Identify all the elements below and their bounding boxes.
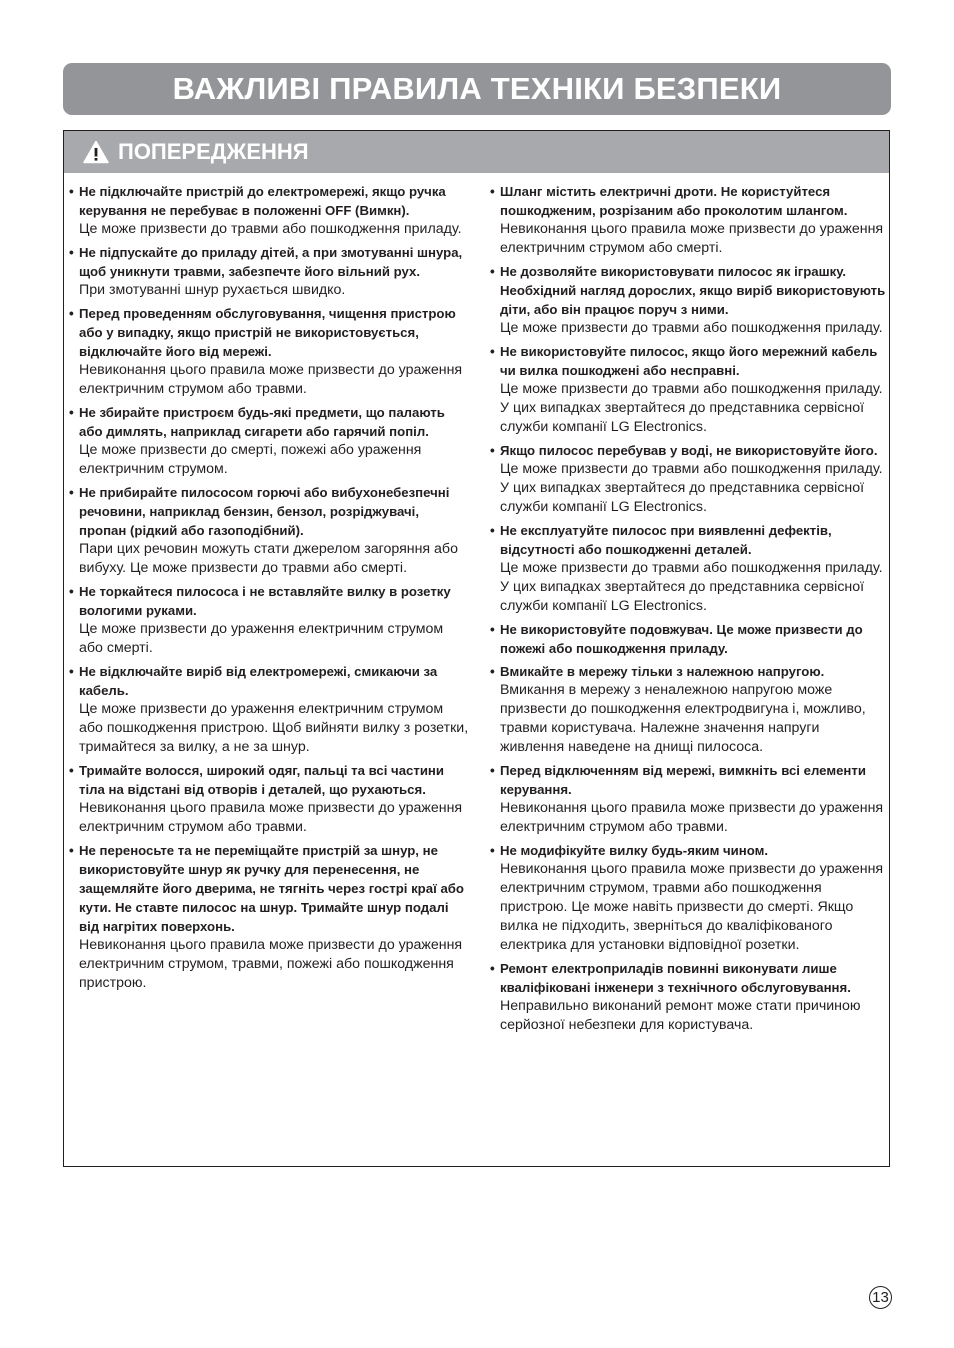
- warning-item-heading: Не збирайте пристроєм будь-які предмети, що палають або димлять, наприклад сигарети або гарячий попіл.: [79, 405, 445, 439]
- bullet-mark: •: [490, 961, 495, 976]
- bullet-mark: •: [69, 763, 74, 778]
- warning-item-text: Це може призвести до ураження електричним струмом або смерті.: [79, 621, 444, 656]
- bullet-mark: •: [69, 584, 74, 599]
- bullet-mark: •: [490, 184, 495, 199]
- warning-item-heading: Не експлуатуйте пилосос при виявленні дефектів, відсутності або пошкодженні деталей.: [500, 523, 832, 557]
- bullet-mark: •: [490, 264, 495, 279]
- warning-triangle-icon: [83, 140, 109, 164]
- warning-item-text: Невиконання цього правила може призвести до ураження електричним струмом або травми.: [79, 800, 463, 835]
- warning-item-text: Це може призвести до травми або пошкодження приладу. У цих випадках звертайтеся до представника сервісної служби компанії LG Electronics.: [500, 381, 883, 435]
- bullet-mark: •: [490, 443, 495, 458]
- warning-item-heading: Ремонт електроприладів повинні виконувати лише кваліфіковані інженери з технічного обслуговування.: [500, 961, 851, 995]
- warning-item-text: Це може призвести до травми або пошкодження приладу.: [79, 221, 462, 237]
- warning-item: [69, 662, 469, 757]
- warning-item-heading: Не використовуйте пилосос, якщо його мережний кабель чи вилка пошкоджені або несправні.: [500, 344, 878, 378]
- warning-item: [490, 441, 886, 517]
- bullet-mark: •: [490, 523, 495, 538]
- bullet-mark: •: [490, 622, 495, 637]
- warning-item-heading: Перед відключенням від мережі, вимкніть всі елементи керування.: [500, 763, 866, 797]
- bullet-mark: •: [69, 405, 74, 420]
- warning-item: [490, 761, 886, 837]
- warning-item: [69, 761, 469, 837]
- bullet-mark: •: [490, 763, 495, 778]
- warning-item: [69, 483, 469, 578]
- bullet-mark: •: [490, 843, 495, 858]
- bullet-mark: •: [69, 245, 74, 260]
- warning-item: [69, 182, 469, 239]
- warning-item: [69, 403, 469, 479]
- bullet-mark: •: [490, 344, 495, 359]
- warning-item: [490, 262, 886, 338]
- warning-item-text: Невиконання цього правила може призвести до ураження електричним струмом, травми або пошкодження пристрою. Це може навіть призвести до смерті. Якщо вилка не підходить, зверніться до кваліфікованого електрика для установки відповідної розетки.: [500, 861, 884, 953]
- warning-item-text: Невиконання цього правила може призвести до ураження електричним струмом або травми.: [500, 800, 884, 835]
- warning-item-text: Вмикання в мережу з неналежною напругою може призвести до пошкодження електродвигуна і, можливо, травми користувача. Належне значення напруги живлення наведене на днищі пилососа.: [500, 682, 866, 755]
- warning-item-heading: Вмикайте в мережу тільки з належною напругою.: [500, 664, 825, 679]
- warning-item: [69, 582, 469, 658]
- warning-item-text: Невиконання цього правила може призвести до ураження електричним струмом або травми.: [79, 362, 463, 397]
- warning-item-heading: Якщо пилосос перебував у воді, не використовуйте його.: [500, 443, 878, 458]
- warning-item: [490, 182, 886, 258]
- warning-item-heading: Не відключайте виріб від електромережі, смикаючи за кабель.: [79, 664, 438, 698]
- bullet-mark: •: [69, 184, 74, 199]
- warning-item: [69, 243, 469, 300]
- warning-item-text: Це може призвести до травми або пошкодження приладу. У цих випадках звертайтеся до представника сервісної служби компанії LG Electronics.: [500, 560, 883, 614]
- warning-item-heading: Не підпускайте до приладу дітей, а при змотуванні шнура, щоб уникнути травми, забезпечте його вільний рух.: [79, 245, 463, 279]
- warning-item: [490, 662, 886, 757]
- warning-item: [490, 342, 886, 437]
- warning-item-text: Це може призвести до смерті, пожежі або ураження електричним струмом.: [79, 442, 422, 477]
- page-number: 13: [869, 1286, 892, 1309]
- bullet-mark: •: [69, 485, 74, 500]
- warning-box: [63, 130, 890, 1167]
- warning-item: [490, 620, 886, 658]
- warning-item-text: Це може призвести до травми або пошкодження приладу.: [500, 320, 883, 336]
- warning-item-heading: Тримайте волосся, широкий одяг, пальці та всі частини тіла на відстані від отворів і деталей, що рухаються.: [79, 763, 445, 797]
- warning-item-heading: Не торкайтеся пилососа і не вставляйте вилку в розетку вологими руками.: [79, 584, 451, 618]
- bullet-mark: •: [69, 664, 74, 679]
- warning-item-heading: Перед проведенням обслуговування, чищення пристрою або у випадку, якщо пристрій не використовується, відключайте його від мережі.: [79, 306, 456, 359]
- warning-item-heading: Не модифікуйте вилку будь-яким чином.: [500, 843, 769, 858]
- warning-item: [490, 841, 886, 955]
- warning-item: [69, 841, 469, 993]
- bullet-mark: •: [69, 843, 74, 858]
- warning-item-text: Це може призвести до травми або пошкодження приладу. У цих випадках звертайтеся до представника сервісної служби компанії LG Electronics.: [500, 461, 883, 515]
- right-column: [490, 182, 886, 1039]
- warning-item-text: Неправильно виконаний ремонт може стати причиною серйозної небезпеки для користувача.: [500, 998, 861, 1033]
- warning-item: [490, 959, 886, 1035]
- warning-header: [64, 131, 889, 173]
- page-title-bar: [63, 63, 891, 115]
- warning-item-text: Це може призвести до ураження електричним струмом або пошкодження пристрою. Щоб вийняти вилку з розетки, тримайтеся за вилку, а не за шнур.: [79, 701, 469, 755]
- page-title: ВАЖЛИВІ ПРАВИЛА ТЕХНІКИ БЕЗПЕКИ: [172, 71, 782, 106]
- warning-item-text: Невиконання цього правила може призвести до ураження електричним струмом, травми, пожежі або пошкодження пристрою.: [79, 937, 463, 991]
- bullet-mark: •: [490, 664, 495, 679]
- warning-label: ПОПЕРЕДЖЕННЯ: [118, 139, 309, 164]
- warning-item-heading: Шланг містить електричні дроти. Не користуйтеся пошкодженим, розрізаним або проколотим шлангом.: [500, 184, 848, 218]
- warning-item-text: Пари цих речовин можуть стати джерелом загоряння або вибуху. Це може призвести до травми або смерті.: [79, 541, 458, 576]
- warning-item-heading: Не дозволяйте використовувати пилосос як іграшку. Необхідний нагляд дорослих, якщо виріб використовують діти, або він працює поруч з ними.: [500, 264, 886, 317]
- warning-item-heading: Не підключайте пристрій до електромережі, якщо ручка керування не перебуває в положенні OFF (Вимкн).: [79, 184, 446, 218]
- warning-item-text: При змотуванні шнур рухається швидко.: [79, 282, 346, 298]
- warning-item: [69, 304, 469, 399]
- bullet-mark: •: [69, 306, 74, 321]
- warning-item: [490, 521, 886, 616]
- warning-item-heading: Не переносьте та не переміщайте пристрій за шнур, не використовуйте шнур як ручку для перенесення, не защемляйте його дверима, не тягніть через гострі краї або кути. Не ставте пилосос на шнур. Тримайте шнур подалі від нагрітих поверхонь.: [79, 843, 464, 934]
- warning-item-text: Невиконання цього правила може призвести до ураження електричним струмом або смерті.: [500, 221, 884, 256]
- left-column: [69, 182, 469, 997]
- warning-item-heading: Не прибирайте пилососом горючі або вибухонебезпечні речовини, наприклад бензин, бензол, розріджувачі, пропан (рідкий або газоподібний).: [79, 485, 450, 538]
- warning-item-heading: Не використовуйте подовжувач. Це може призвести до пожежі або пошкодження приладу.: [500, 622, 863, 656]
